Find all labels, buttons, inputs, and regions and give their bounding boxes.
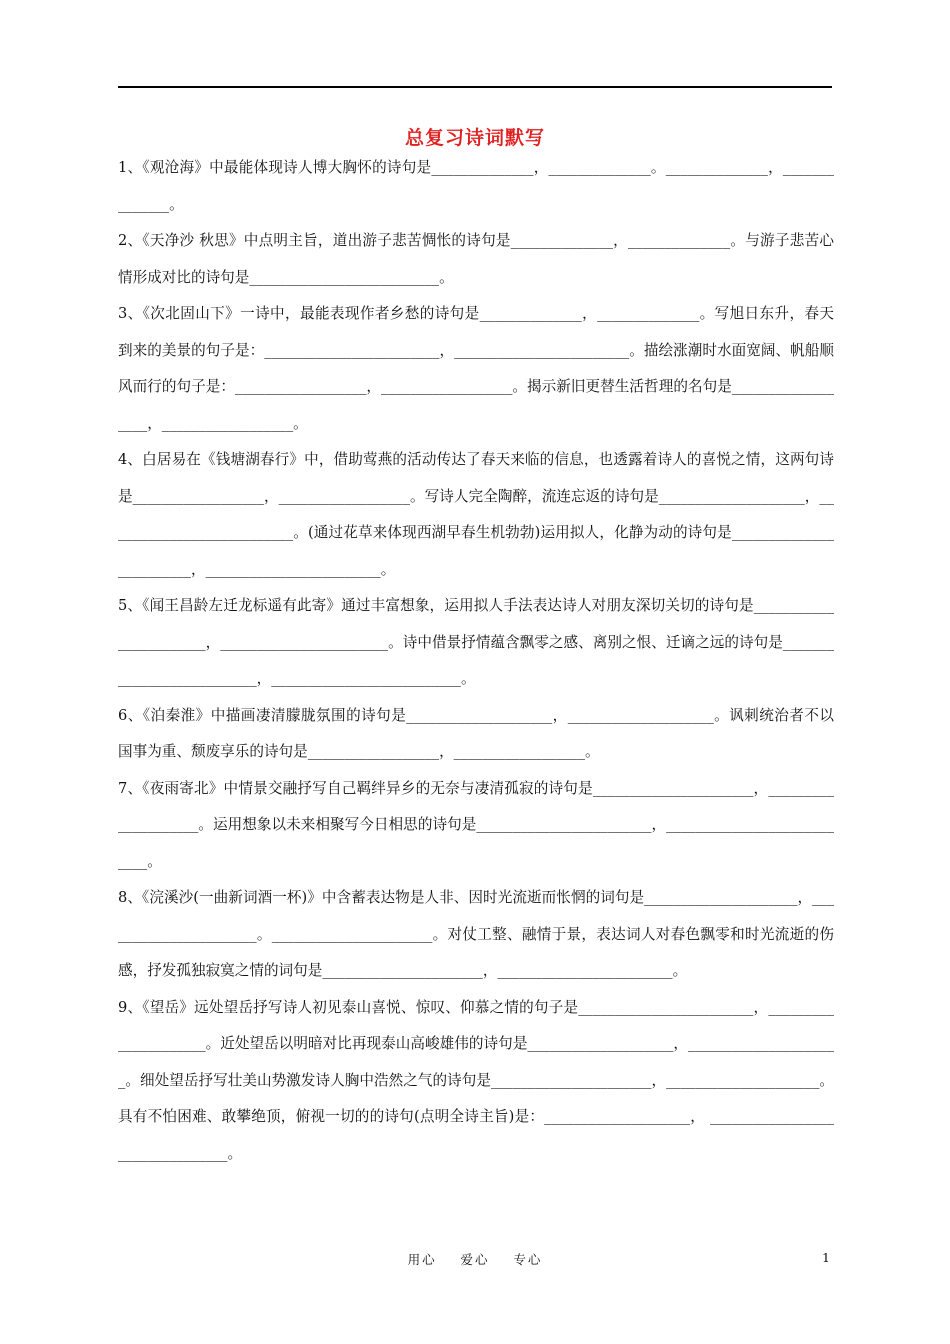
question-item-3: 3、《次北固山下》一诗中，最能表现作者乡愁的诗句是______________，______________。写旭日东升，春天到来的美景的句子是：________________________，________________________。描绘涨潮时水面宽阔、帆船顺风而行的句子是：__________________，__________________。揭示新旧更替生活哲理的名句是__________________，__________________。: [118, 305, 834, 432]
footer-slogan: 用心 爱心 专心: [407, 1252, 543, 1267]
question-item-9: 9、《望岳》远处望岳抒写诗人初见泰山喜悦、惊叹、仰慕之情的句子是________________________，_____________________。近处望岳以明暗对比再现泰山高峻雄伟的诗句是____________________，_____________________。细处望岳抒写壮美山势激发诗人胸中浩然之气的诗句是______________________，_____________________。具有不怕困难、敢攀绝顶，俯视一切的的诗句(点明全诗主旨)是：____________________， ________________________________。: [118, 998, 834, 1162]
page-title: 总复习诗词默写: [404, 127, 545, 149]
question-item-4: 4、白居易在《钱塘湖春行》中，借助莺燕的活动传达了春天来临的信息，也透露着诗人的喜悦之情，这两句诗是__________________，__________________。写诗人完全陶醉，流连忘返的诗句是____________________，__________________________。(通过花草来体现西湖早春生机勃勃)运用拟人，化静为动的诗句是________________________，________________________。: [118, 451, 834, 578]
question-item-2: 2、《天净沙 秋思》中点明主旨，道出游子悲苦惆怅的诗句是______________，______________。与游子悲苦心情形成对比的诗句是__________________________。: [118, 232, 834, 286]
question-item-7: 7、《夜雨寄北》中情景交融抒写自己羁绊异乡的无奈与凄清孤寂的诗句是______________________，____________________。运用想象以未来相聚写今日相思的诗句是________________________，___________________________。: [118, 779, 834, 870]
question-item-5: 5、《闻王昌龄左迁龙标遥有此寄》通过丰富想象，运用拟人手法表达诗人对朋友深切关切的诗句是_______________________，_______________________。诗中借景抒情蕴含飘零之感、离别之恨、迁谪之远的诗句是__________________________，__________________________。: [118, 597, 834, 687]
question-item-6: 6、《泊秦淮》中描画凄清朦胧氛围的诗句是____________________，____________________。讽刺统治者不以国事为重、颓废享乐的诗句是__________________，__________________。: [118, 706, 834, 760]
header-rule: [118, 86, 832, 88]
page-number: 1: [822, 1250, 830, 1265]
question-item-1: 1、《观沧海》中最能体现诗人博大胸怀的诗句是______________，______________。______________，______________。: [118, 159, 834, 213]
question-item-8: 8、《浣溪沙(一曲新词酒一杯)》中含蓄表达物是人非、因时光流逝而怅惘的词句是_____________________，______________________。______________________。对仗工整、融情于景，表达词人对春色飘零和时光流逝的伤感，抒发孤独寂寞之情的词句是______________________，________________________。: [118, 889, 834, 979]
question-list: [118, 150, 834, 1172]
